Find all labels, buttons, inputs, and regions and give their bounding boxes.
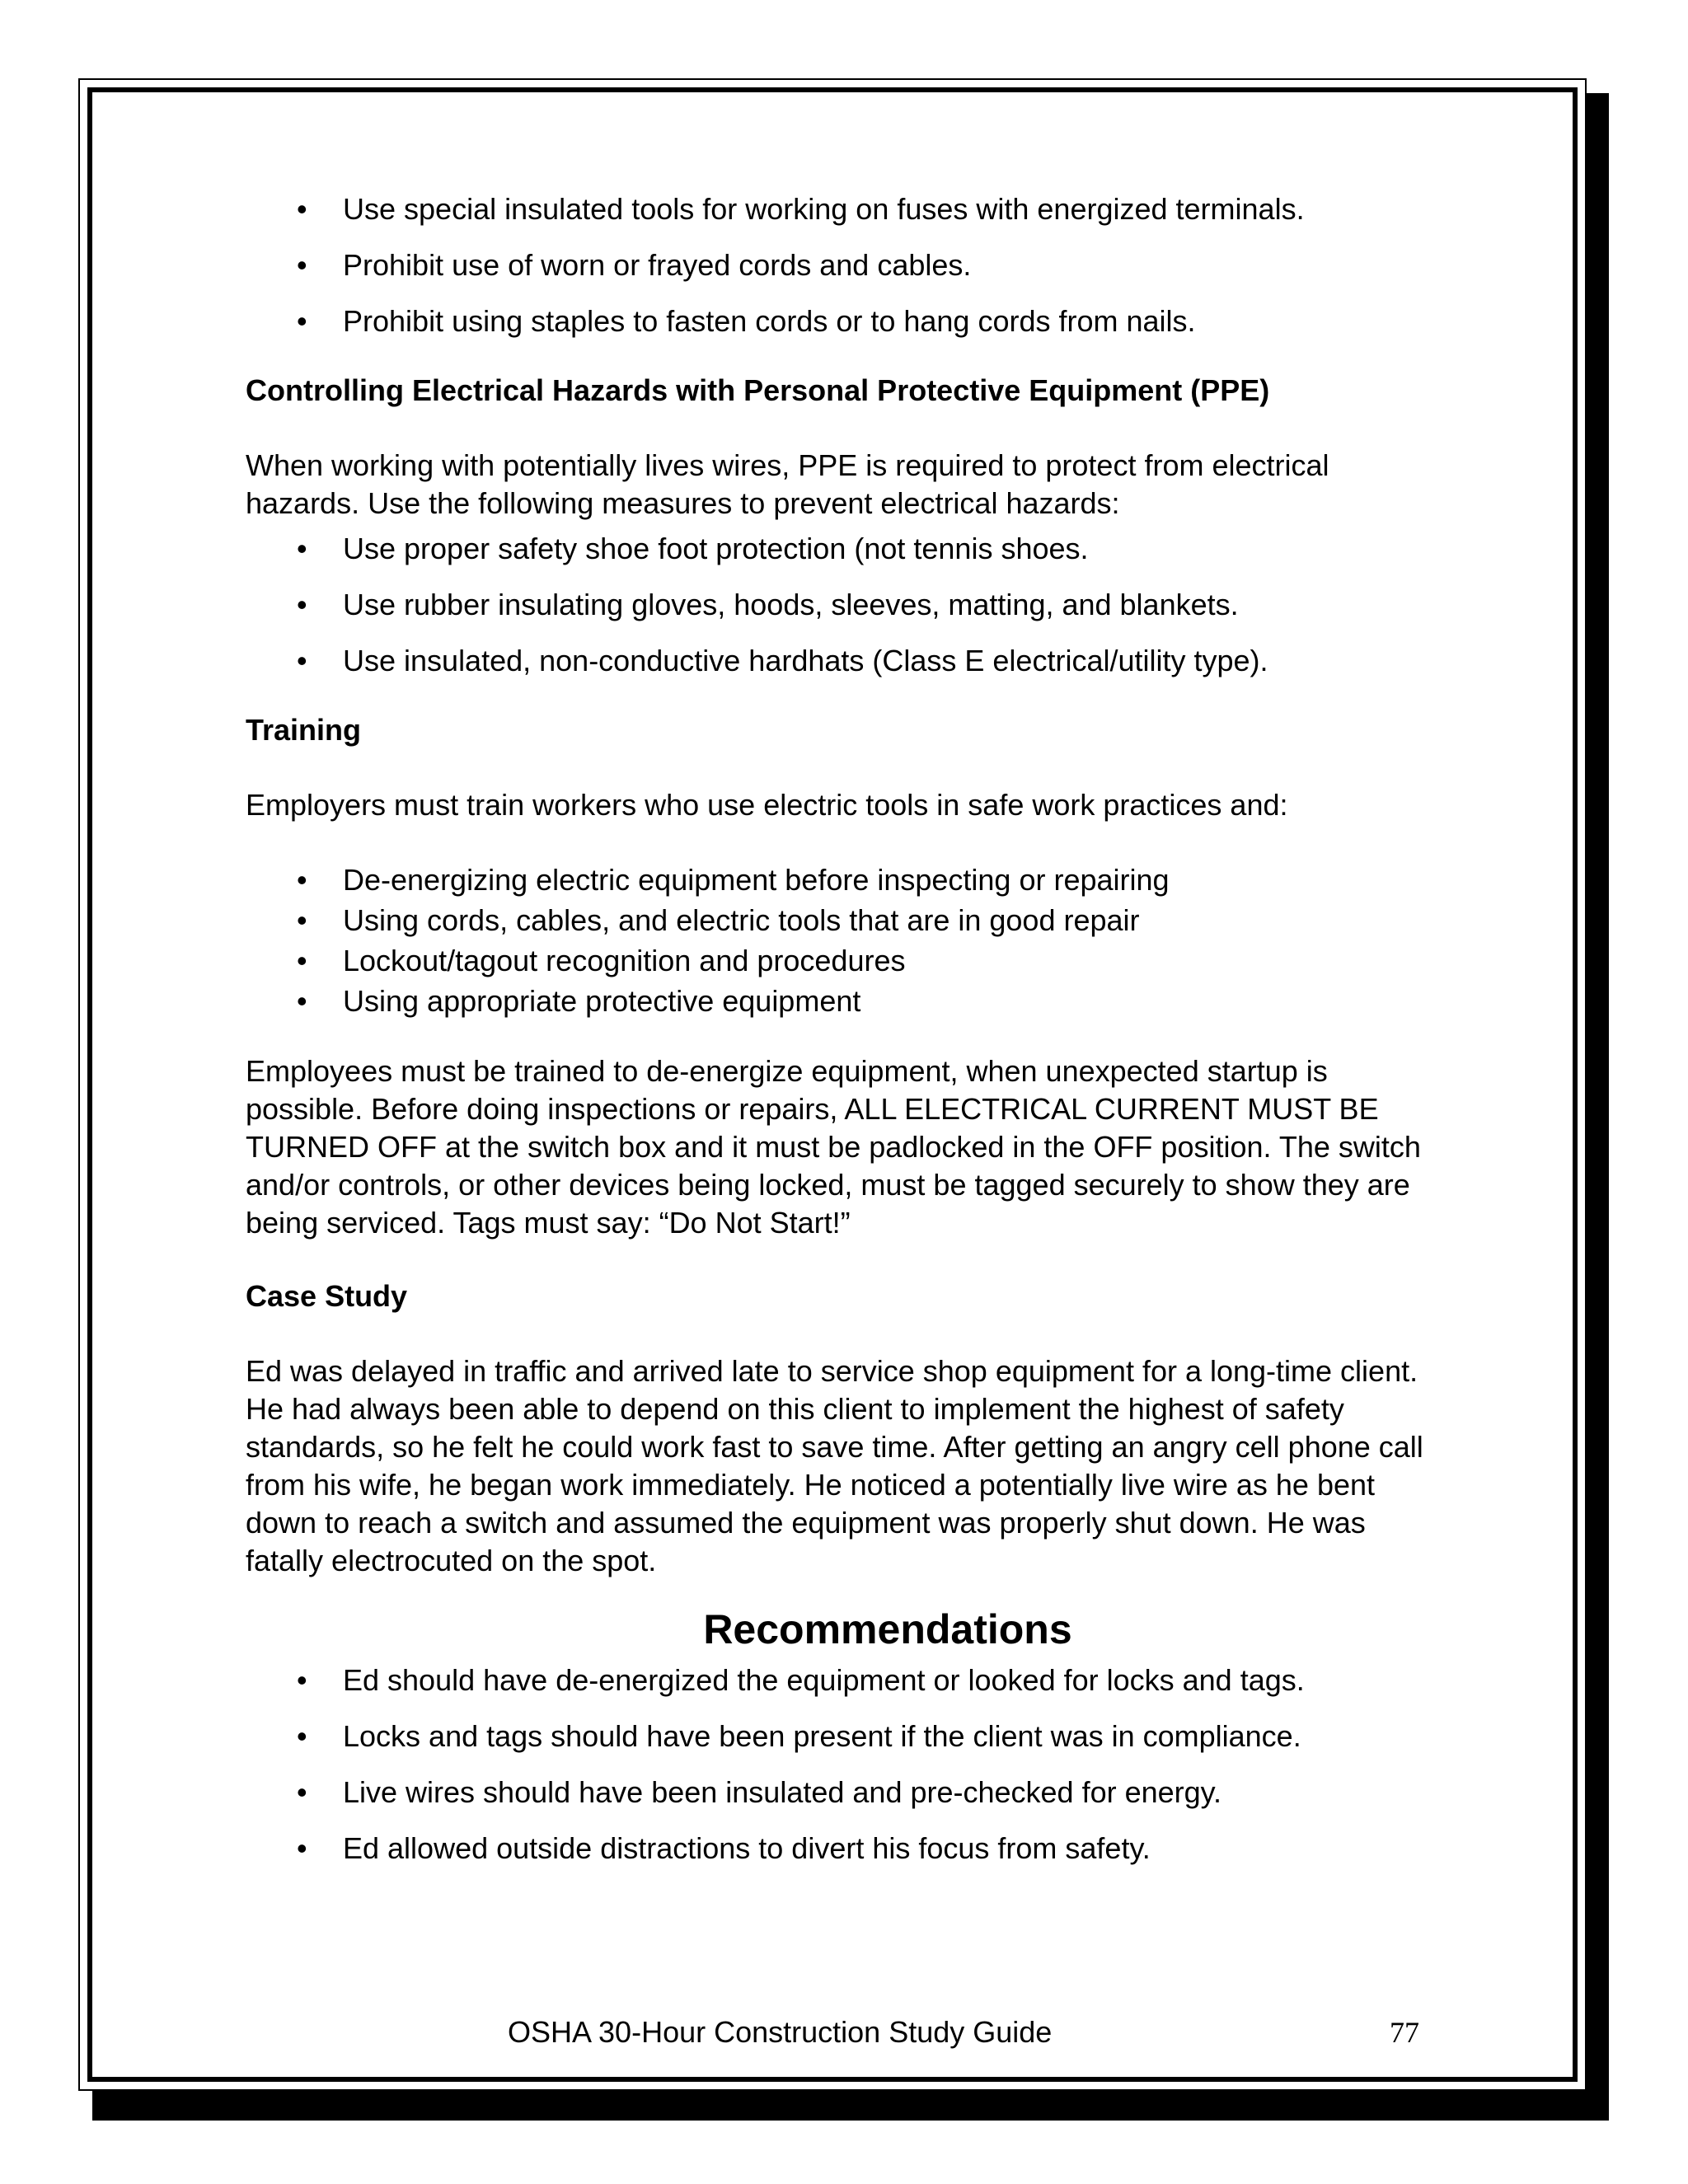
bullet-icon: • xyxy=(297,984,307,1018)
list-item: • Locks and tags should have been present if the client was in compliance. xyxy=(297,1719,1301,1753)
case-study-paragraph: Ed was delayed in traffic and arrived late to service shop equipment for a long-time client. He had always been able to depend on this client to implement the highest of safety standards, so he felt he could work fast to save time. After getting an angry cell phone call from his wife, he began work immediately. He noticed a potentially live wire as he bent down to reach a switch and assumed the equipment was properly shut down. He was fatally electrocuted on the spot. xyxy=(246,1354,1423,1577)
bullet-icon: • xyxy=(297,903,307,937)
list-item: • Prohibit use of worn or frayed cords and cables. xyxy=(297,248,972,282)
list-item: • De-energizing electric equipment before inspecting or repairing xyxy=(297,863,1170,897)
bullet-icon: • xyxy=(297,1663,307,1697)
page-content xyxy=(246,191,1432,1886)
bullet-icon: • xyxy=(297,532,307,565)
bullet-icon: • xyxy=(297,192,307,226)
list-item: • Live wires should have been insulated and pre-checked for energy. xyxy=(297,1775,1221,1809)
bullet-icon: • xyxy=(297,1831,307,1865)
recommendations-heading: Recommendations xyxy=(703,1606,1072,1652)
bullet-icon: • xyxy=(297,863,307,897)
bullet-icon: • xyxy=(297,304,307,338)
list-item: • Ed allowed outside distractions to divert his focus from safety. xyxy=(297,1831,1151,1865)
list-item: • Use rubber insulating gloves, hoods, sleeves, matting, and blankets. xyxy=(297,588,1239,621)
page-number: 77 xyxy=(1390,2016,1419,2049)
list-item: • Use insulated, non-conductive hardhats (Class E electrical/utility type). xyxy=(297,644,1268,677)
ppe-intro: When working with potentially lives wires, PPE is required to protect from electrical hazards. Use the following measures to prevent electrical hazards: xyxy=(246,448,1329,520)
list-item: • Using appropriate protective equipment xyxy=(297,984,861,1018)
training-intro: Employers must train workers who use electric tools in safe work practices and: xyxy=(246,788,1288,822)
list-item: • Use special insulated tools for working on fuses with energized terminals. xyxy=(297,192,1305,226)
top-bullet-list xyxy=(246,191,1432,340)
bullet-icon: • xyxy=(297,248,307,282)
list-item: • Prohibit using staples to fasten cords or to hang cords from nails. xyxy=(297,304,1196,338)
list-item: • Use proper safety shoe foot protection (not tennis shoes. xyxy=(297,532,1089,565)
ppe-heading: Controlling Electrical Hazards with Personal Protective Equipment (PPE) xyxy=(246,373,1270,407)
footer-title: OSHA 30-Hour Construction Study Guide xyxy=(508,2015,1053,2049)
training-heading: Training xyxy=(246,713,362,747)
bullet-icon: • xyxy=(297,944,307,977)
list-item: • Lockout/tagout recognition and procedures xyxy=(297,944,906,977)
training-paragraph: Employees must be trained to de-energize equipment, when unexpected startup is possible. Before doing inspections or repairs, ALL ELECTRICAL CURRENT MUST BE TURNED OFF at the switch box and it must be padlocked in the OFF position. The switch and/or controls, or other devices being locked, must be tagged securely to show they are being serviced. Tags must say: “Do Not Start!” xyxy=(246,1054,1421,1240)
list-item: • Using cords, cables, and electric tools that are in good repair xyxy=(297,903,1140,937)
list-item: • Ed should have de-energized the equipment or looked for locks and tags. xyxy=(297,1663,1305,1697)
bullet-icon: • xyxy=(297,588,307,621)
bullet-icon: • xyxy=(297,1719,307,1753)
bullet-icon: • xyxy=(297,1775,307,1809)
case-study-heading: Case Study xyxy=(246,1279,408,1313)
training-bullet-list xyxy=(246,862,1432,1019)
bullet-icon: • xyxy=(297,644,307,677)
ppe-bullet-list xyxy=(246,531,1432,679)
recommendations-bullet-list xyxy=(246,1662,1432,1867)
